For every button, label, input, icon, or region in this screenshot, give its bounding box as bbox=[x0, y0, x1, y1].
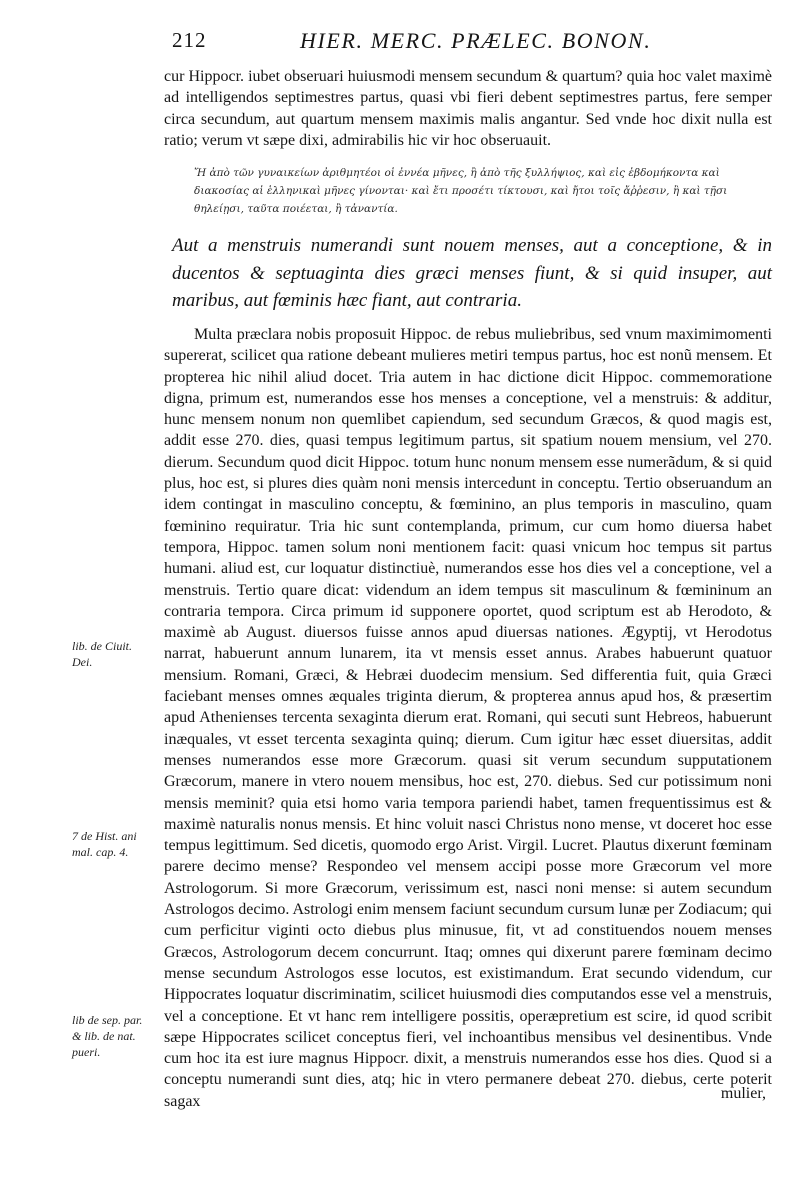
margin-note-line: lib de sep. par. bbox=[72, 1013, 143, 1027]
hippocratic-lemma: Aut a menstruis numerandi sunt nouem menses, aut a conceptione, & in ducentos & septuaginta dies græci menses fiunt, & si quid insuper, aut maribus, aut fœminis hæc fiant, aut contraria. bbox=[172, 235, 772, 311]
intro-paragraph-block bbox=[164, 66, 772, 151]
greek-quotation: Ἤ ἀπὸ τῶν γυναικείων ἀριθμητέοι οἱ ἐννέα μῆνες, ἢ ἀπὸ τῆς ξυλλήψιος, καὶ εἰς ἑβδομήκοντα καὶ διακοσίας αἱ ἑλληνικαὶ μῆνες γίνονται· καὶ ἔτι προσέτι τίκτουσι, καὶ ἤτοι τοῖς ἄῤῥεσιν, ἢ καὶ τῇσι θηλείῃσι, ταῦτα ποιέεται, ἢ τἀναντία. bbox=[194, 167, 728, 215]
margin-note-line: lib. de Ciuit. bbox=[72, 639, 132, 653]
margin-note-line: & lib. de nat. bbox=[72, 1029, 136, 1043]
margin-note-line: pueri. bbox=[72, 1045, 101, 1059]
margin-note-line: Dei. bbox=[72, 655, 93, 669]
catchword: mulier, bbox=[720, 1085, 766, 1102]
commentary-body-block bbox=[164, 324, 772, 1112]
intro-paragraph: cur Hippocr. iubet obseruari huiusmodi mensem secundum & quartum? quia hoc valet maximè ad intelligendos septimestres partus, quasi vbi fieri debent septimestres partus, fere semper circa secundum, aut quartum mensem maximis malis angantur. Sed vnde hoc dixit nulla est ratio; verum vt sæpe dixi, admirabilis hic vir hoc obseruauit. bbox=[164, 68, 772, 149]
margin-note-augustine bbox=[72, 638, 162, 670]
page-number: 212 bbox=[172, 28, 207, 52]
margin-note-line: 7 de Hist. ani bbox=[72, 829, 137, 843]
page-header bbox=[172, 28, 770, 60]
margin-note-hippocrates bbox=[72, 1012, 162, 1060]
margin-note-line: mal. cap. 4. bbox=[72, 845, 129, 859]
margin-note-aristotle bbox=[72, 828, 162, 860]
commentary-paragraph: Multa præclara nobis proposuit Hippoc. de rebus muliebribus, sed vnum maximimomenti supererat, scilicet qua ratione debeant mulieres metiri tempus partus, hoc est nonũ mensem. Et propterea hic nihil aliud docet. Tria autem in hac dictione dicit Hippoc. commemoratione digna, primum est, numerandos esse hos menses a conceptione, vel a menstruis: & additur, hunc mensem nonum non quemlibet capiendum, sed secundum Græcos, & quod magis est, addit esse 270. dies, quasi tempus legitimum partus, sit spatium nouem mensium, vel 270. dierum. Secundum quod dicit Hippoc. totum hunc nonum mensem esse numerãdum, & si quid plus, hoc est, si plures dies quàm noni mensis intercedunt in conceptu. Tertio obseruandum an idem contingat in masculino conceptu, & fœminino, an plus temporis in masculino, quam fœminino requiratur. Tria hic sunt contemplanda, primum, cur cum homo diuersa habet tempora, Hippoc. tamen solum noni mentionem facit: quasi vnicum hoc tempus sit partus humani. aliud est, cur loquatur distinctiuè, numerandos esse hos dies vel a conceptione, vel a menstruis. Tertio quare dicat: videndum an idem tempus sit masculinum & fœmininum an contraria tempora. Circa primum id supponere oportet, quod scriptum est ab Herodoto, & maximè ab August. diuersos fuisse annos apud diuersas nationes. Ægyptij, vt Herodotus narrat, habuerunt annum lunarem, ita vt mensis esset annus. Arabes habuerunt quatuor mensium. Romani, Græci, & Hebræi duodecim mensium. Sed differentia fuit, quia Græci faciebant menses omnes æquales triginta dierum, & propterea annus apud hos, & præsertim apud Athenienses tercenta sexaginta dierum erat. Romani, qui secuti sunt Hebreos, habuerunt inæquales, vt esset tercenta sexaginta quinq; dierum. Cum igitur hæc esset diuersitas, addit menses numerandos esse more Græcorum. quasi sit verum secundum supputationem Græcorum, manere in vtero nouem mensibus, hoc est, 270. diebus. Sed cur potissimum noni mensis meminit? quia etsi homo varia tempora pariendi habet, tamen frequentissimus est & maximè naturalis nonus mensis. Et hinc voluit nasci Christus nono mense, vt doceret hoc esse tempus legittimum. Sed dicetis, quomodo ergo Arist. Virgil. Lucret. Plautus dixerunt fœminam parere decimo mense? Respondeo vel mensem accipi posse more Græcorum vel more Astrologorum. Si more Græcorum, verissimum est, nasci noni mense: si autem secundum Astrologos decimo. Astrologi enim mensem faciunt secundum cursum lunæ per Zodiacum; qui cum perficitur viginti octo diebus plus minusue, fit, vt ad constituendos nouem menses Græcos, Astrologorum decem concurrunt. Itaq; omnes qui dixerunt parere fœminam decimo mense secundum Astrologos esse locutos, est existimandum. Erat secundo videndum, cur Hippocrates loquatur discriminatim, scilicet huiusmodi dies computandos esse vel a menstruis, vel a conceptione. Et vt hanc rem intelligere possitis, operæpretium est scire, id quod scribit sæpe Hippocrates scilicet conceptus fieri, vel inchoantibus mensibus vel desinentibus. Vnde cum hoc ita est iure magnus Hippocr. dixit, a menstruis numerandos esse hos dies. Quod si a conceptu numerandi sunt dies, atq; hic in vtero permanere debeat 270. diebus, certe poterit sagax bbox=[164, 326, 772, 1110]
running-head: HIER. MERC. PRÆLEC. BONON. bbox=[300, 28, 652, 53]
